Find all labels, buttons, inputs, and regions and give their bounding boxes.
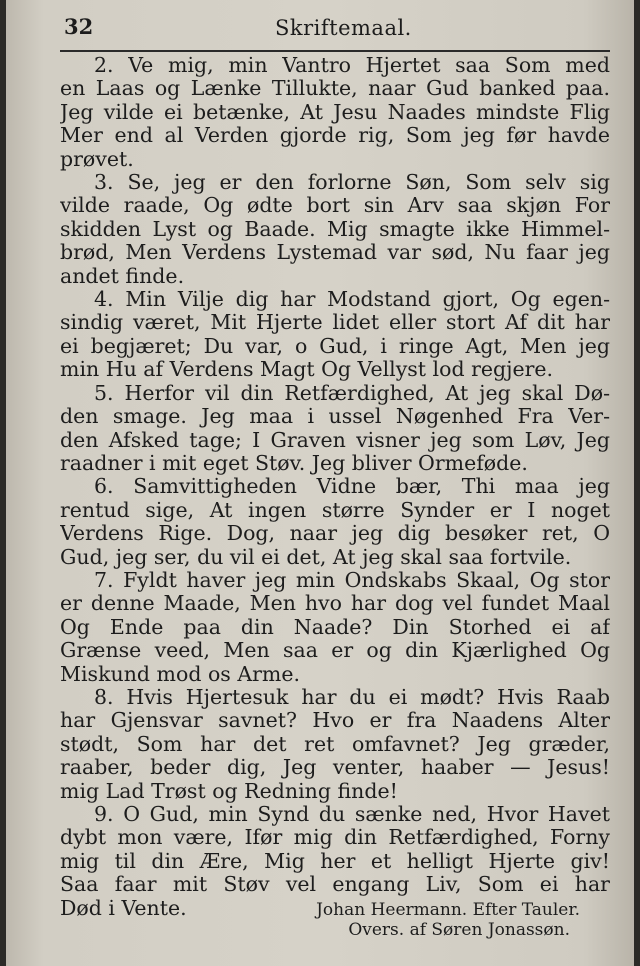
text-line: 5. Herfor vil din Retfærdighed, At jeg skal Dø- (94, 381, 610, 405)
header-rule (60, 50, 610, 52)
text-line: 2. Ve mig, min Vantro Hjertet saa Som med (94, 54, 610, 77)
text-line: 8. Hvis Hjertesuk har du ei mødt? Hvis Raab (94, 685, 610, 709)
text-line: den smage. Jeg maa i ussel Nøgenhed Fra Ver- (60, 405, 610, 429)
attribution (60, 898, 610, 944)
text-line: prøvet. (60, 147, 134, 171)
text-line: andet finde. (60, 264, 185, 288)
translator-credit: Overs. af Søren Jonassøn. (348, 920, 570, 940)
text-line: Grænse veed, Men saa er og din Kjærlighed Og (60, 639, 610, 663)
book-page (6, 0, 634, 966)
text-line: 6. Samvittigheden Vidne bær, Thi maa jeg (94, 475, 610, 499)
text-line: er denne Maade, Men hvo har dog vel fundet Maal (60, 592, 610, 616)
text-line: den Afsked tage; I Graven visner jeg som Løv, Jeg (60, 428, 610, 452)
hymn-text (60, 54, 610, 920)
text-line: en Laas og Lænke Tillukte, naar Gud banked paa. (60, 77, 610, 101)
text-line: rentud sige, At ingen større Synder er I noget (60, 498, 610, 522)
text-line: mig til din Ære, Mig her et helligt Hjerte giv! (60, 849, 610, 873)
text-line: 7. Fyldt haver jeg min Ondskabs Skaal, Og stor (94, 568, 610, 592)
running-title: Skriftemaal. (275, 16, 412, 40)
text-line: Jeg vilde ei betænke, At Jesu Naades mindste Flig (60, 100, 610, 124)
text-line: Saa faar mit Støv vel engang Liv, Som ei har (60, 873, 610, 897)
text-line: 9. O Gud, min Synd du sænke ned, Hvor Havet (94, 803, 610, 826)
text-line: Og Ende paa din Naade? Din Storhed ei af (60, 615, 610, 639)
text-line: stødt, Som har det ret omfavnet? Jeg græder, (60, 732, 610, 756)
text-line: skidden Lyst og Baade. Mig smagte ikke Himmel- (60, 217, 610, 241)
text-line: raadner i mit eget Støv. Jeg bliver Ormeføde. (60, 451, 528, 475)
text-line: Mer end al Verden gjorde rig, Som jeg før havde (60, 124, 610, 148)
page-header (60, 14, 610, 48)
text-line: har Gjensvar savnet? Hvo er fra Naadens Alter (60, 709, 610, 733)
text-line: mig Lad Trøst og Redning finde! (60, 779, 398, 803)
text-line: 4. Min Vilje dig har Modstand gjort, Og egen- (94, 288, 610, 312)
text-line: sindig været, Mit Hjerte lidet eller stort Af dit har (60, 311, 610, 335)
page-number: 32 (64, 14, 94, 39)
text-line: min Hu af Verdens Magt Og Vellyst lod regjere. (60, 358, 554, 382)
text-line: ei begjæret; Du var, o Gud, i ringe Agt, Men jeg (60, 334, 610, 358)
text-line: vilde raade, Og ødte bort sin Arv saa skjøn For (60, 194, 610, 218)
author-credit: Johan Heermann. Efter Tauler. (316, 900, 580, 920)
text-line: brød, Men Verdens Lystemad var sød, Nu faar jeg (60, 241, 610, 265)
text-line: Verdens Rige. Dog, naar jeg dig besøker ret, O (60, 522, 610, 546)
text-line: 3. Se, jeg er den forlorne Søn, Som selv sig (94, 171, 610, 195)
text-line: Død i Vente. (60, 896, 187, 920)
text-line: dybt mon være, Ifør mig din Retfærdighed, Forny (60, 826, 610, 850)
text-line: raaber, beder dig, Jeg venter, haaber — Jesus! (60, 756, 610, 780)
text-line: Gud, jeg ser, du vil ei det, At jeg skal saa fortvile. (60, 545, 572, 569)
text-line: Miskund mod os Arme. (60, 662, 301, 686)
